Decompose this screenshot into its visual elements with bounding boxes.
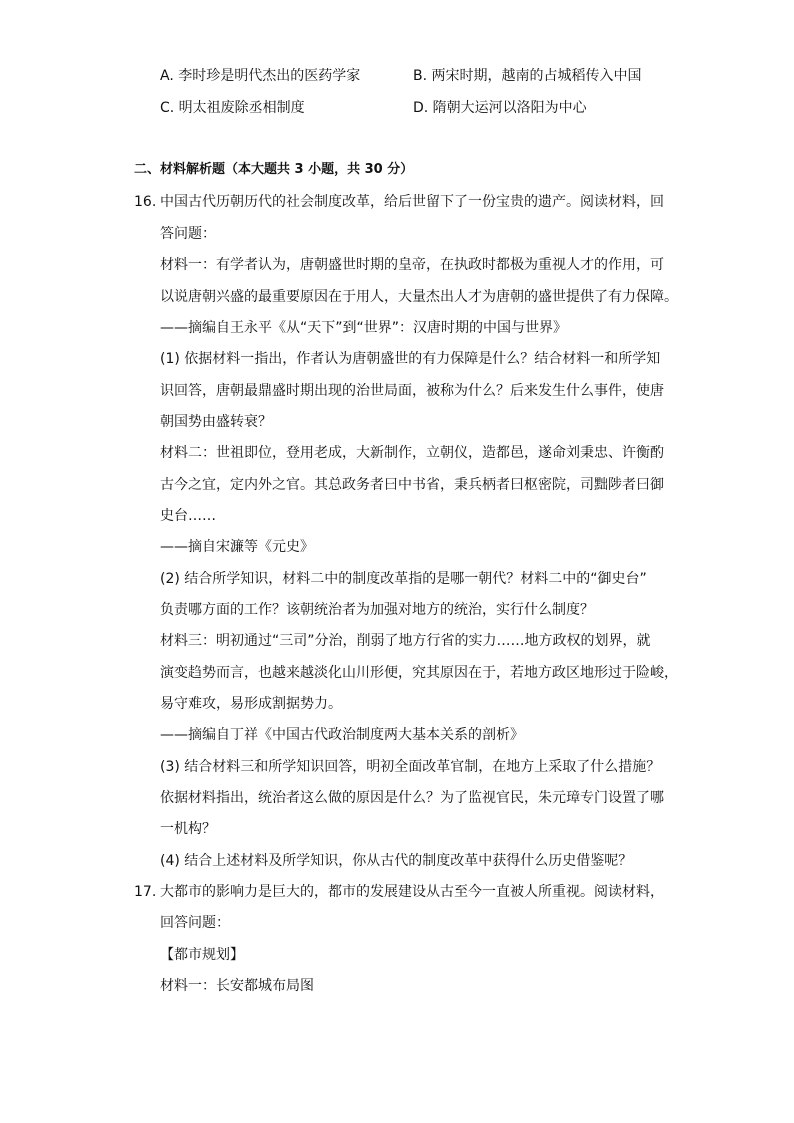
sub-question-1: 识回答，唐朝最鼎盛时期出现的治世局面，被称为什么？后来发生什么事件，使唐	[160, 383, 664, 399]
question-17-number: 17.	[134, 884, 157, 900]
sub-question-1: 朝国势由盛转衰？	[160, 414, 272, 430]
question-17-stem: 大都市的影响力是巨大的，都市的发展建设从古至今一直被人所重视。阅读材料，	[160, 884, 664, 900]
material-one-caption: 材料一：长安都城布局图	[160, 978, 314, 994]
sub-question-3: 一机构？	[160, 821, 216, 837]
sub-question-2: 负责哪方面的工作？该朝统治者为加强对地方的统治，实行什么制度？	[160, 602, 594, 618]
section-heading: 二、材料解析题（本大题共 3 小题，共 30 分）	[134, 162, 414, 177]
question-16-number: 16.	[134, 194, 157, 210]
option-d: D. 隋朝大运河以洛阳为中心	[413, 100, 587, 116]
option-c: C. 明太祖废除丞相制度	[160, 100, 305, 116]
material-three-source: ——摘编自丁祥《中国古代政治制度两大基本关系的剖析》	[160, 727, 524, 743]
question-16-stem: 中国古代历朝历代的社会制度改革，给后世留下了一份宝贵的遗产。阅读材料，回	[160, 194, 664, 210]
sub-question-3: (3) 结合材料三和所学知识回答，明初全面改革官制，在地方上采取了什么措施？	[160, 759, 661, 775]
material-two-text: 史台……	[160, 508, 216, 524]
option-b: B. 两宋时期，越南的占城稻传入中国	[413, 68, 642, 84]
question-16-stem: 答问题：	[160, 226, 216, 242]
material-one-text: 材料一：有学者认为，唐朝盛世时期的皇帝，在执政时都极为重视人才的作用，可	[160, 257, 664, 273]
question-17-stem: 回答问题：	[160, 915, 230, 931]
material-three-text: 演变趋势而言，也越来越淡化山川形便，究其原因在于，若地方政区地形过于险峻，	[160, 665, 678, 681]
urban-planning-subheading: 【都市规划】	[160, 947, 244, 963]
material-two-source: ——摘自宋濂等《元史》	[160, 539, 314, 555]
sub-question-3: 依据材料指出，统治者这么做的原因是什么？为了监视官民，朱元璋专门设置了哪	[160, 790, 664, 806]
sub-question-2: (2) 结合所学知识，材料二中的制度改革指的是哪一朝代？材料二中的“御史台”	[160, 571, 647, 587]
material-three-text: 易守难攻，易形成割据势力。	[160, 696, 342, 712]
material-two-text: 材料二：世祖即位，登用老成，大新制作，立朝仪，造都邑，遂命刘秉忠、许衡酌	[160, 445, 664, 461]
material-two-text: 古今之宜，定内外之官。其总政务者曰中书省，秉兵柄者曰枢密院，司黜陟者曰御	[160, 477, 664, 493]
material-one-source: ——摘编自王永平《从“天下”到“世界”：汉唐时期的中国与世界》	[160, 320, 568, 336]
option-a: A. 李时珍是明代杰出的医药学家	[160, 68, 361, 84]
sub-question-4: (4) 结合上述材料及所学知识，你从古代的制度改革中获得什么历史借鉴呢？	[160, 853, 633, 869]
material-one-text: 以说唐朝兴盛的最重要原因在于用人，大量杰出人才为唐朝的盛世提供了有力保障。	[160, 289, 678, 305]
material-three-text: 材料三：明初通过“三司”分治，削弱了地方行省的实力……地方政权的划界，就	[160, 633, 651, 649]
sub-question-1: (1) 依据材料一指出，作者认为唐朝盛世的有力保障是什么？结合材料一和所学知	[160, 351, 661, 367]
